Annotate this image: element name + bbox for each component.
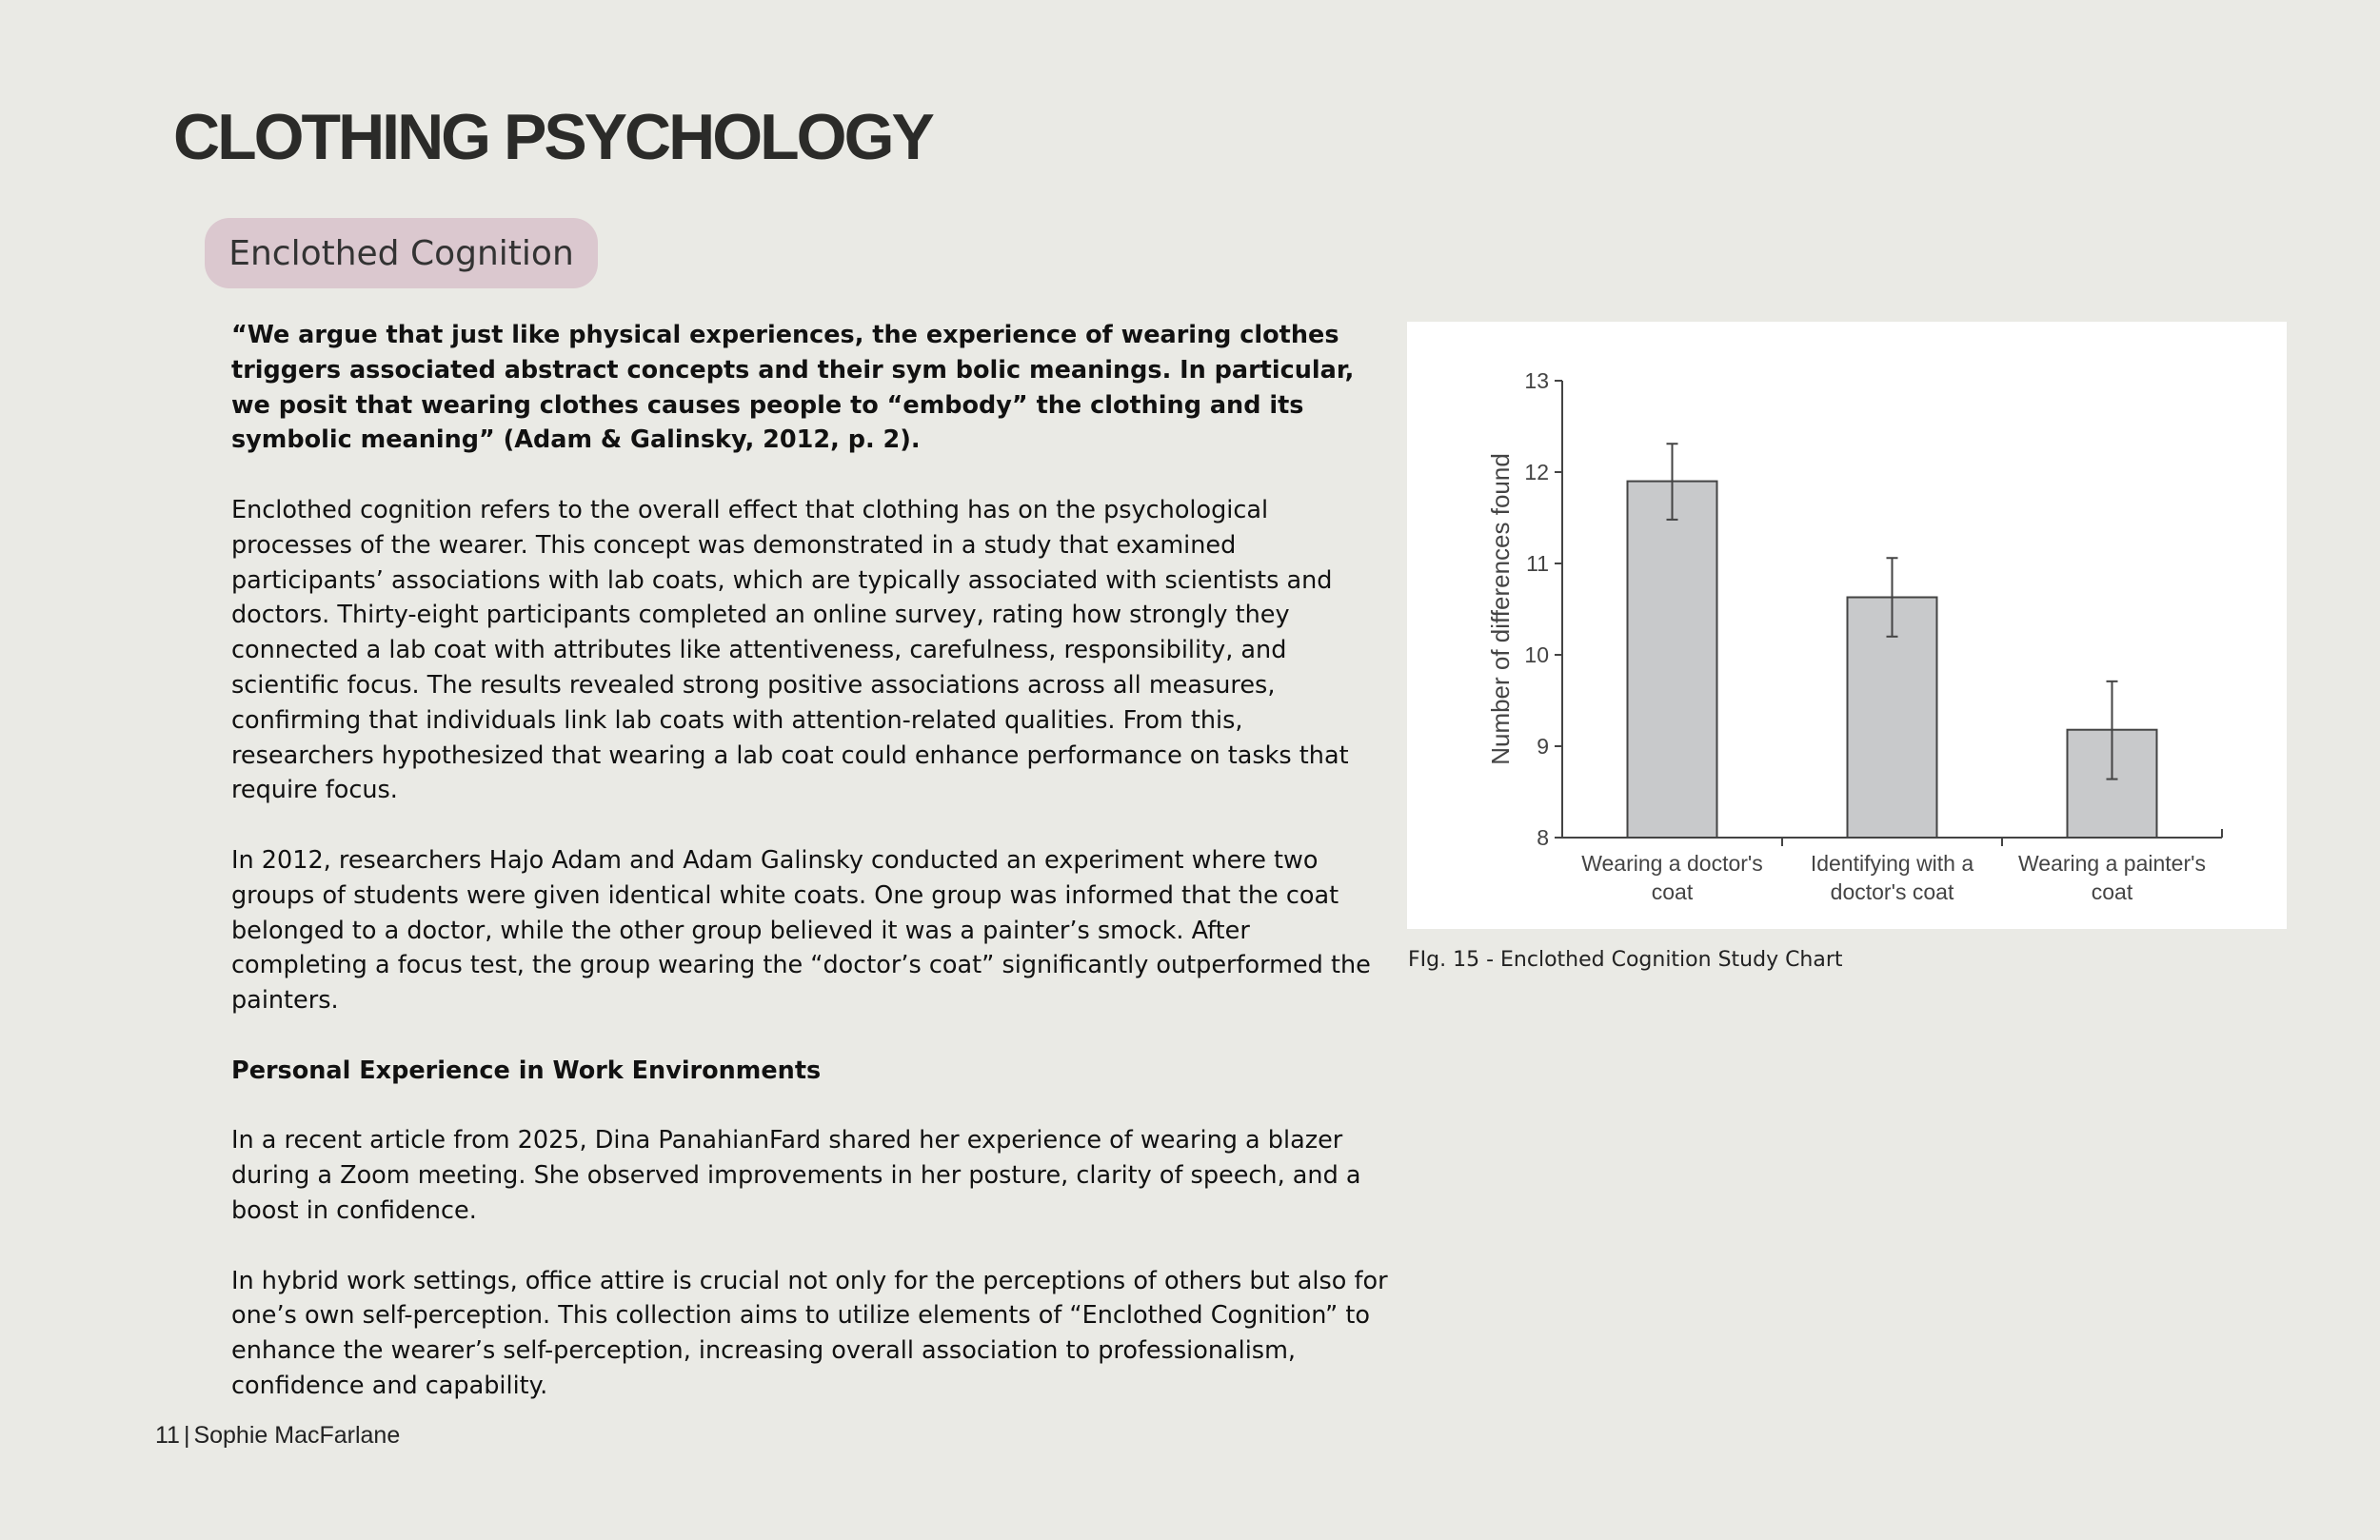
page-number: 11 (155, 1422, 180, 1449)
author-name: Sophie MacFarlane (193, 1422, 401, 1449)
quote-paragraph: “We argue that just like physical experiences, the experience of wearing clothes triggers associated abstract concepts and their sym bolic meanings. In particular, we posit that wearing clothes causes people to “embody” the clothing and its symbolic meaning” (Adam & Galinsky, 2012, p. 2). (231, 321, 1355, 455)
x-category-label: coat (2091, 879, 2133, 904)
section-label: Enclothed Cognition (205, 218, 598, 288)
figure-caption: FIg. 15 - Enclothed Cognition Study Chart (1408, 948, 1843, 972)
y-tick-label: 11 (1526, 551, 1549, 576)
y-tick-label: 9 (1537, 734, 1549, 759)
paragraph-hybrid-work: In hybrid work settings, office attire is crucial not only for the perceptions of others but also for one’s own self-perception. This collection aims to utilize elements of “Enclothed Cognition” to enhance the wearer’s self-perception, increasing overall association to professionalism, confidence and capability. (231, 1266, 1388, 1400)
chart-figure (1407, 322, 2287, 929)
y-tick-label: 13 (1524, 368, 1549, 393)
paragraph-experiment: In 2012, researchers Hajo Adam and Adam Galinsky conducted an experiment where two groups of students were given identical white coats. One group was informed that the coat belonged to a doctor, while the other group believed it was a painter’s smock. After completing a focus test, the group wearing the “doctor’s coat” significantly outperformed the painters. (231, 845, 1371, 1016)
x-category-label: doctor's coat (1830, 879, 1954, 904)
y-tick-label: 10 (1524, 642, 1549, 667)
page-footer (155, 1422, 400, 1450)
page-title: CLOTHING PSYCHOLOGY (173, 101, 932, 173)
x-category-label: coat (1651, 879, 1694, 904)
paragraph-personal-experience: In a recent article from 2025, Dina PanahianFard shared her experience of wearing a blazer during a Zoom meeting. She observed improvements in her posture, clarity of speech, and a boost in confidence. (231, 1126, 1361, 1225)
x-category-label: Wearing a doctor's (1581, 851, 1763, 876)
y-tick-label: 8 (1537, 825, 1549, 850)
x-category-label: Identifying with a (1810, 851, 1974, 876)
x-category-label: Wearing a painter's (2017, 851, 2207, 876)
paragraph-enclothed-cognition: Enclothed cognition refers to the overall effect that clothing has on the psychological processes of the wearer. This concept was demonstrated in a study that examined participants’ associations with lab coats, which are typically associated with scientists and doctors. Thirty-eight participants completed an online survey, rating how strongly they connected a lab coat with attributes like attentiveness, carefulness, responsibility, and scientific focus. The results revealed strong positive associations across all measures, confirming that individuals link lab coats with attention-related qualities. From this, researchers hypothesized that wearing a lab coat could enhance performance on tasks that require focus. (231, 495, 1349, 805)
bar-chart (1407, 322, 2287, 929)
subheading: Personal Experience in Work Environments (231, 1056, 822, 1085)
y-axis-label: Number of differences found (1486, 453, 1515, 765)
y-tick-label: 12 (1524, 460, 1549, 484)
bar (1628, 482, 1717, 838)
body-text (231, 318, 1388, 1439)
footer-separator: | (183, 1422, 190, 1449)
